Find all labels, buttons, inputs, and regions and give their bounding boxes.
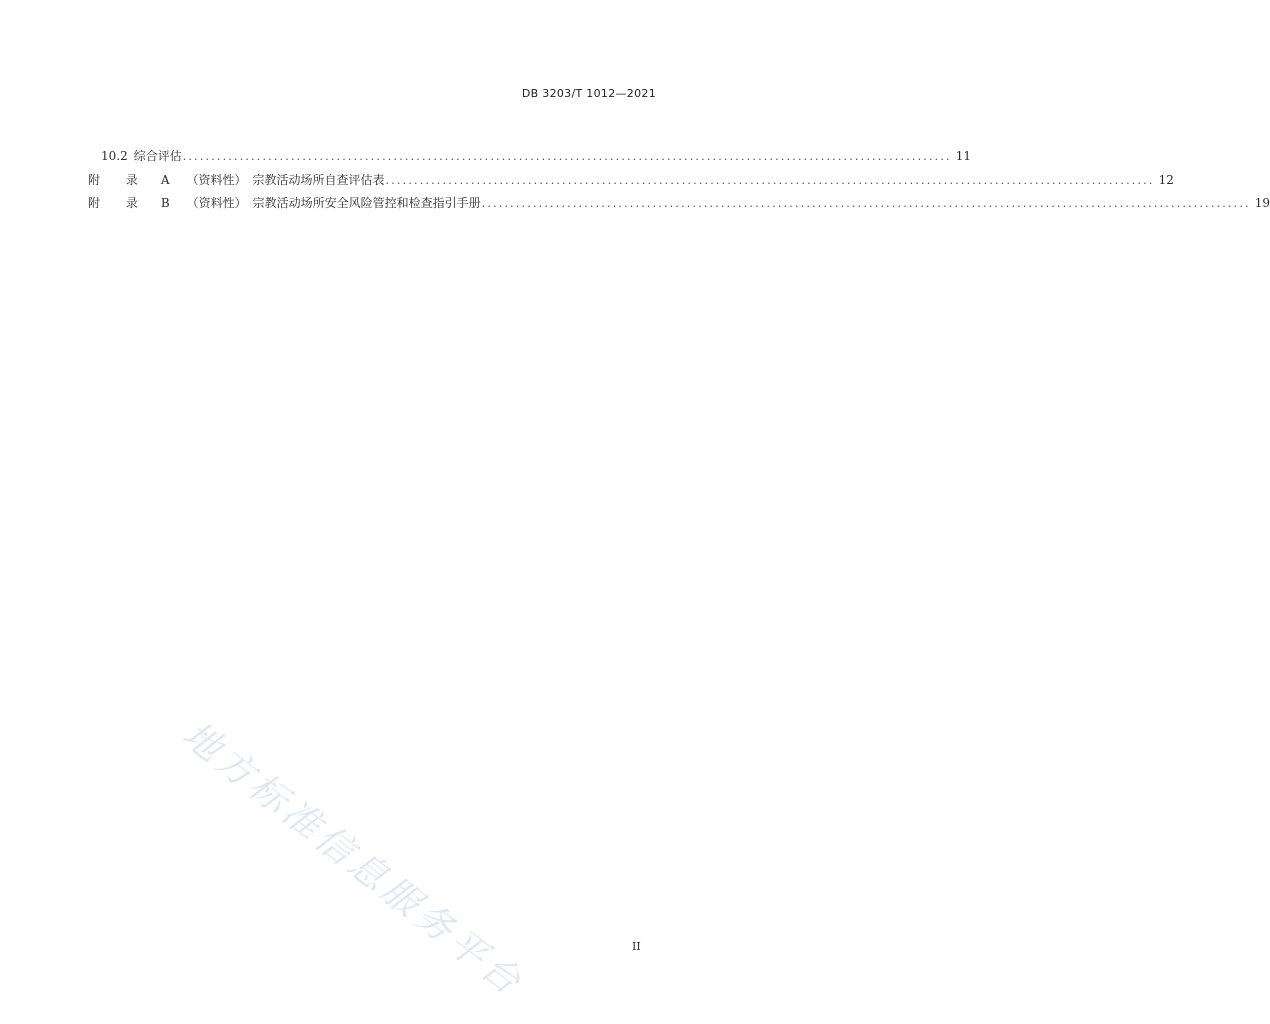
toc-dot-leader: .......................................................................................................................................: [481, 197, 1251, 210]
toc-entry-10-2[interactable]: [88, 148, 972, 172]
toc-appendix-type: （资料性）: [186, 196, 247, 210]
toc-appendix-letter: A: [160, 172, 170, 187]
watermark-text: 地方标准信息服务平台: [174, 712, 533, 1006]
toc-entry-page: 11: [955, 149, 972, 163]
table-of-contents: [88, 148, 1270, 219]
toc-entry-page: 19: [1254, 196, 1270, 210]
toc-appendix-letter: B: [160, 196, 170, 210]
toc-appendix-type: （资料性）: [186, 172, 247, 187]
toc-entry-title: 宗教活动场所安全风险管控和检查指引手册: [252, 196, 481, 210]
toc-entry-appendix-b[interactable]: [88, 195, 1270, 219]
toc-dot-leader: .......................................................................................................................................: [182, 150, 952, 163]
toc-appendix-label: 附 录: [88, 172, 149, 187]
toc-appendix-label: 附 录: [88, 196, 149, 210]
toc-entry-title: 综合评估: [133, 149, 182, 163]
toc-entry-title: 宗教活动场所自查评估表: [252, 172, 385, 187]
page-number: II: [632, 940, 641, 953]
toc-entry-appendix-a[interactable]: [88, 172, 1174, 196]
toc-entry-number: 10.2: [101, 149, 128, 163]
toc-dot-leader: .......................................................................................................................................: [385, 173, 1155, 187]
document-code-header: DB 3203/T 1012—2021: [521, 87, 656, 100]
toc-entry-page: 12: [1158, 172, 1174, 187]
